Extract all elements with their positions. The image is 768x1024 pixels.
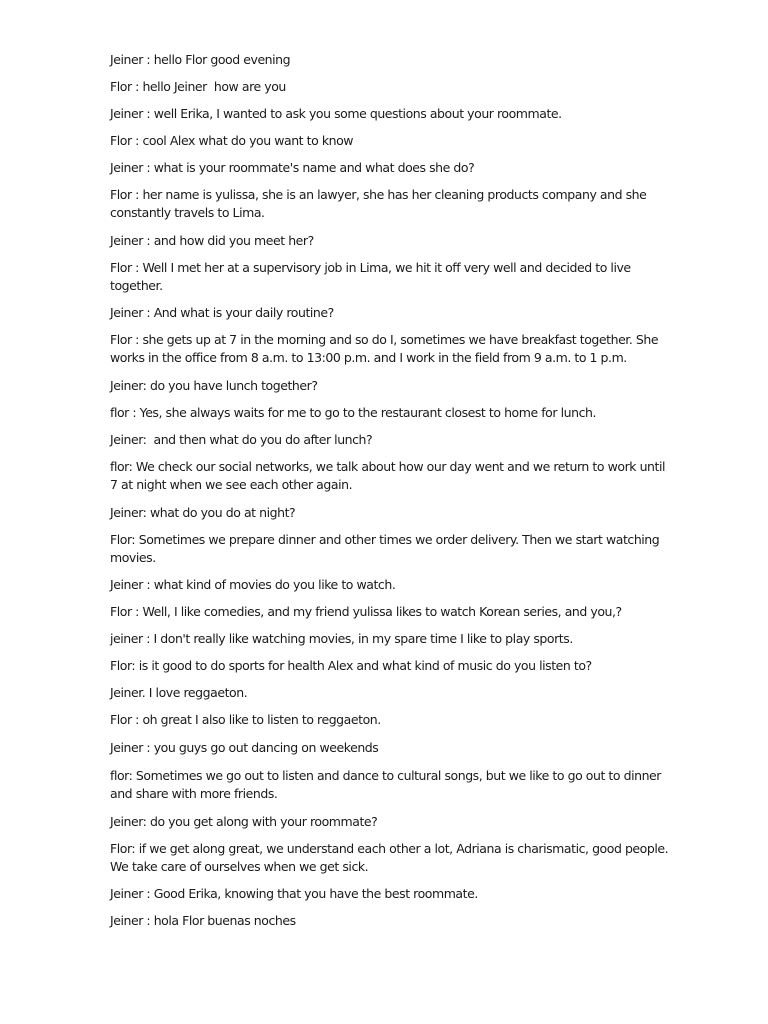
dialogue-line: Flor: Sometimes we prepare dinner and other times we order delivery. Then we start watching movies. [110, 532, 663, 565]
dialogue-line: Flor : hello Jeiner how are you [110, 79, 286, 94]
dialogue-line: Jeiner: do you have lunch together? [110, 378, 318, 393]
dialogue-line: flor: Sometimes we go out to listen and dance to cultural songs, but we like to go out to dinner and share with more friends. [110, 768, 665, 801]
dialogue-line: jeiner : I don't really like watching movies, in my spare time I like to play sports. [110, 631, 573, 646]
dialogue-line: Flor : she gets up at 7 in the morning and so do I, sometimes we have breakfast together. She works in the office from 8 a.m. to 13:00 p.m. and I work in the field from 9 a.m. to 1 p.m. [110, 332, 662, 365]
dialogue-line: Flor : her name is yulissa, she is an lawyer, she has her cleaning products company and she constantly travels to Lima. [110, 187, 650, 220]
dialogue-line: Jeiner : what kind of movies do you like to watch. [110, 577, 396, 592]
dialogue-line: Flor: if we get along great, we understand each other a lot, Adriana is charismatic, good people. We take care of ourselves when we get sick. [110, 841, 672, 874]
dialogue-line: Jeiner : Good Erika, knowing that you have the best roommate. [110, 886, 478, 901]
dialogue-line: Jeiner : you guys go out dancing on weekends [110, 740, 379, 755]
dialogue-line: Jeiner : hello Flor good evening [110, 52, 291, 67]
dialogue-line: flor : Yes, she always waits for me to go to the restaurant closest to home for lunch. [110, 405, 596, 420]
dialogue-line: Jeiner : and how did you meet her? [110, 233, 314, 248]
dialogue-line: flor: We check our social networks, we talk about how our day went and we return to work until 7 at night when we see each other again. [110, 459, 669, 492]
dialogue-line: Jeiner: what do you do at night? [110, 505, 296, 520]
dialogue-line: Flor : cool Alex what do you want to know [110, 133, 354, 148]
dialogue-line: Flor: is it good to do sports for health Alex and what kind of music do you listen to? [110, 658, 592, 673]
dialogue-line: Flor : oh great I also like to listen to reggaeton. [110, 712, 381, 727]
dialogue-line: Flor : Well I met her at a supervisory job in Lima, we hit it off very well and decided to live together. [110, 260, 635, 293]
dialogue-line: Flor : Well, I like comedies, and my friend yulissa likes to watch Korean series, and you,? [110, 604, 622, 619]
dialogue-line: Jeiner. I love reggaeton. [110, 685, 248, 700]
dialogue-line: Jeiner : And what is your daily routine? [110, 305, 334, 320]
dialogue-line: Jeiner : what is your roommate's name and what does she do? [110, 160, 475, 175]
dialogue-line: Jeiner: do you get along with your roommate? [110, 814, 378, 829]
dialogue-line: Jeiner : hola Flor buenas noches [110, 913, 296, 928]
dialogue-line: Jeiner : well Erika, I wanted to ask you some questions about your roommate. [110, 106, 562, 121]
dialogue-line: Jeiner: and then what do you do after lunch? [110, 432, 373, 447]
